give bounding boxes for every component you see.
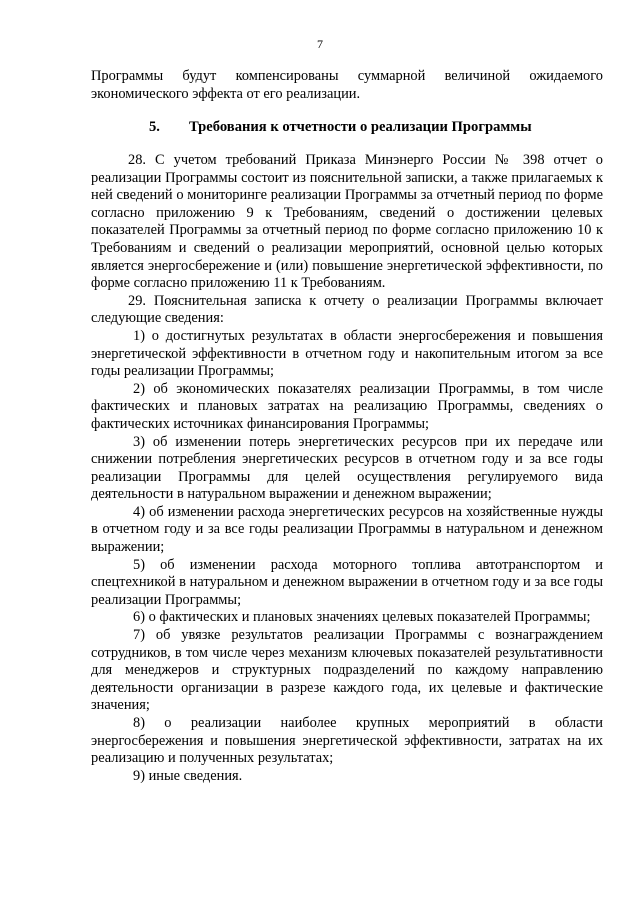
list-item: 5) об изменении расхода моторного топлива автотранспортом и спецтехникой в натуральном и денежном выражении в отчетном году и за все годы реализации Программы; — [91, 556, 603, 608]
section-title: Требования к отчетности о реализации Программы — [189, 119, 532, 135]
section-number: 5. — [149, 119, 160, 135]
intro-paragraph: Программы будут компенсированы суммарной величиной ожидаемого экономического эффекта от его реализации. — [91, 68, 603, 102]
list-item: 6) о фактических и плановых значениях целевых показателей Программы; — [133, 609, 591, 626]
list-item: 1) о достигнутых результатах в области энергосбережения и повышения энергетической эффективности в отчетном году и накопительным итогом за все годы реализации Программы; — [91, 327, 603, 380]
list-item: 2) об экономических показателях реализации Программы, в том числе фактических и плановых затратах на реализацию Программы, сведениях о фактических источниках финансирования Программы; — [91, 380, 603, 432]
list-item: 7) об увязке результатов реализации Программы с вознаграждением сотрудников, в том числе через механизм ключевых показателей результативности для менеджеров и структурных подразделений по каждому направлению деятельности организации в разрезе каждого года, их целевые и фактические значения; — [91, 627, 603, 714]
page-number: 7 — [317, 37, 323, 51]
paragraph-29: 29. Пояснительная записка к отчету о реализации Программы включает следующие сведения: — [91, 292, 603, 327]
list-item: 3) об изменении потерь энергетических ресурсов при их передаче или снижении потребления энергетических ресурсов в отчетном году и за все годы реализации Программы для целей осуществления регулируемого вида деятельности в натуральном выражении и денежном выражении; — [91, 433, 603, 503]
intro-block — [91, 68, 603, 103]
list-item: 4) об изменении расхода энергетических ресурсов на хозяйственные нужды в отчетном году и за все годы реализации Программы в натуральном и денежном выражении; — [91, 503, 603, 556]
list-item: 9) иные сведения. — [133, 767, 243, 784]
section-heading — [91, 119, 603, 137]
paragraph-28: 28. С учетом требований Приказа Минэнерго России № 398 отчет о реализации Программы состоит из пояснительной записки, а также прилагаемых к ней сведений о мониторинге реализации Программы за отчетный период по форме согласно приложению 9 к Требованиям, сведений о достижении целевых показателей Программы за отчетный период по форме согласно приложению 10 к Требованиям и сведений о реализации мероприятий, основной целью которых является энергосбережение и (или) повышение энергетической эффективности, по форме согласно приложению 11 к Требованиям. — [91, 152, 603, 292]
list-item: 8) о реализации наиболее крупных мероприятий в области энергосбережения и повышения энергетической эффективности, затратах на их реализацию и полученных результатах; — [91, 715, 603, 767]
body-text — [91, 152, 603, 785]
